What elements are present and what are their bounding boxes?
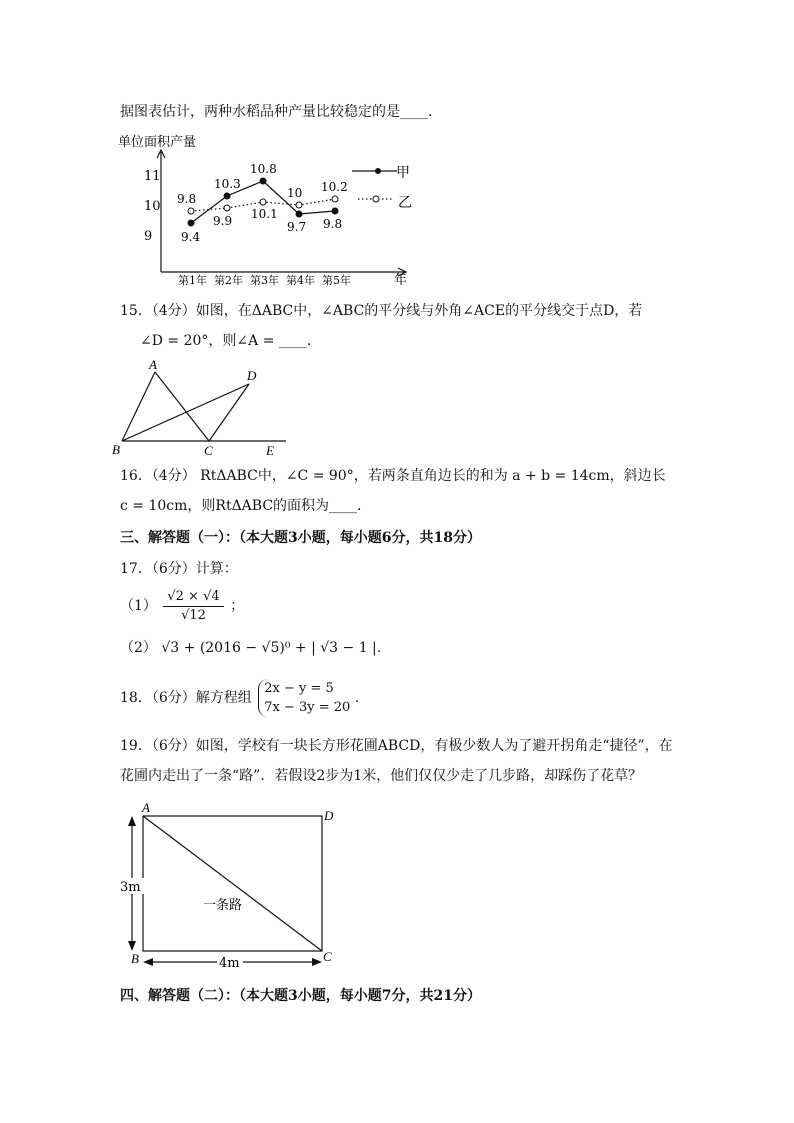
- q15-line-1: 15．（4分）如图，在ΔABC中，∠ABC的平分线与外角∠ACE的平分线交于点D，若: [120, 303, 643, 319]
- label-D: D: [324, 808, 334, 823]
- segment-AC: [155, 372, 209, 441]
- legend-marker-yi: [373, 196, 379, 202]
- legend-marker-jia: [375, 168, 381, 174]
- q16-line-2: c = 10cm，则RtΔABC的面积为____.: [120, 498, 362, 514]
- q18-equation-1: 2x − y = 5: [264, 681, 334, 696]
- label-B: B: [131, 951, 139, 966]
- q19-line-1: 19．（6分）如图，学校有一块长方形花圃ABCD，有极少数人为了避开拐角走“捷径”，在: [120, 738, 673, 754]
- x-tick-label: 第4年: [286, 274, 315, 287]
- data-label: 10: [287, 186, 303, 200]
- y-tick-label: 9: [144, 229, 153, 244]
- y-tick-label: 11: [144, 169, 161, 184]
- data-label: 9.9: [213, 214, 233, 228]
- label-A: A: [149, 357, 157, 372]
- legend-label-jia: 甲: [396, 165, 410, 181]
- x-tick-label: 第2年: [214, 274, 243, 287]
- x-tick-label: 第3年: [250, 274, 279, 287]
- q17-1-label: （1）: [120, 598, 157, 614]
- label-A: A: [142, 800, 150, 815]
- legend-label-yi: 乙: [398, 195, 412, 211]
- data-point: [188, 208, 194, 214]
- data-point: [224, 193, 230, 199]
- data-point: [296, 202, 302, 208]
- data-label: 10.2: [321, 180, 348, 194]
- q16-line-1: 16．（4分） RtΔABC中，∠C = 90°，若两条直角边长的和为 a + b = 14cm，斜边长: [120, 468, 666, 484]
- chart-ylabel: 单位面积产量: [118, 135, 197, 150]
- diagonal-path-AC: [143, 816, 322, 951]
- width-label: 4m: [219, 956, 240, 971]
- height-arrow-bottom: [128, 941, 136, 951]
- q18-label: 18．（6分）解方程组: [120, 690, 252, 706]
- q17-1-fraction: [163, 588, 223, 625]
- q19-line-2: 花圃内走出了一条“路”．若假设2步为1米，他们仅仅少走了几步路，却踩伤了花草？: [120, 768, 643, 784]
- q17-1-tail: ；: [230, 598, 245, 614]
- q17-heading: 17．（6分）计算：: [120, 561, 238, 577]
- height-label: 3m: [120, 880, 141, 895]
- q17-1-numerator: √2 × √4: [163, 588, 223, 607]
- data-label: 9.8: [323, 217, 343, 231]
- q18-equation-2: 7x − 3y = 20: [264, 700, 351, 715]
- data-point: [260, 199, 266, 205]
- data-point: [224, 205, 230, 211]
- x-tick-label: 第1年: [178, 274, 207, 287]
- data-label: 10.8: [250, 162, 277, 176]
- q17-part-1: [120, 587, 244, 625]
- q19-garden-figure: [112, 798, 342, 974]
- q18-equation-system: [258, 679, 350, 717]
- data-point: [188, 220, 194, 226]
- q17-part-2: （2） √3 + (2016 − √5)⁰ + | √3 − 1 |.: [120, 640, 382, 656]
- data-point: [296, 211, 302, 217]
- data-label: 9.8: [177, 192, 197, 206]
- section-3-heading: 三、解答题（一）：（本大题3小题，每小题6分，共18分）: [120, 530, 481, 546]
- section-4-heading: 四、解答题（二）：（本大题3小题，每小题7分，共21分）: [120, 988, 481, 1004]
- segment-BD: [122, 384, 249, 441]
- q18-line: [120, 676, 359, 720]
- q18-tail: .: [354, 690, 360, 706]
- height-arrow-top: [128, 816, 136, 826]
- segment-AB: [122, 372, 155, 441]
- width-arrow-right: [312, 958, 322, 966]
- data-label: 10.1: [251, 207, 278, 221]
- label-D: D: [247, 368, 257, 383]
- path-label: 一条路: [203, 898, 243, 913]
- data-point: [260, 178, 266, 184]
- chart-xlabel: 年: [394, 273, 408, 288]
- label-C: C: [323, 949, 332, 964]
- y-tick-label: 10: [144, 199, 161, 214]
- label-B: B: [112, 442, 120, 457]
- data-point: [332, 196, 338, 202]
- data-label: 9.4: [181, 230, 201, 244]
- label-C: C: [204, 443, 213, 458]
- yield-line-chart: [110, 128, 430, 288]
- chart-legend: [352, 165, 412, 211]
- width-arrow-left: [143, 958, 153, 966]
- data-label: 10.3: [214, 177, 241, 191]
- q15-line-2: ∠D = 20°，则∠A = ____.: [140, 333, 312, 349]
- intro-question-line: 据图表估计，两种水稻品种产量比较稳定的是____.: [120, 104, 433, 120]
- label-E: E: [266, 443, 274, 458]
- x-tick-label: 第5年: [322, 274, 351, 287]
- data-label: 9.7: [287, 220, 307, 234]
- q15-triangle-figure: [110, 356, 300, 460]
- data-point: [332, 208, 338, 214]
- q17-1-denominator: √12: [181, 607, 206, 623]
